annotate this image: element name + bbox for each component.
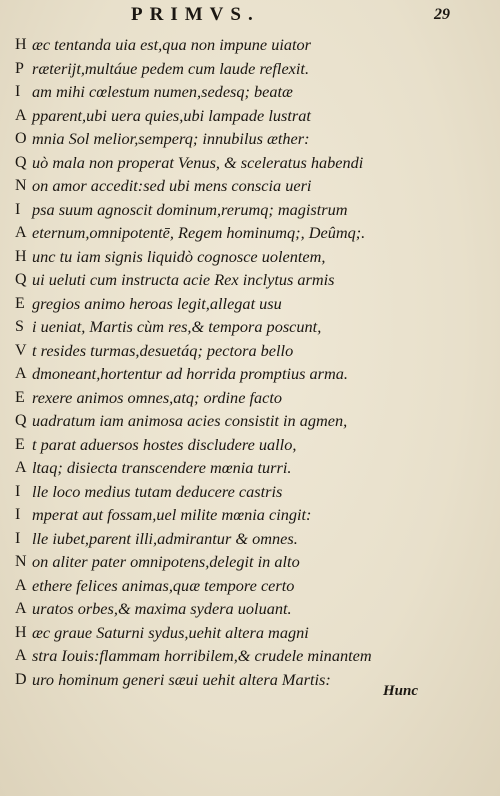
verse-line — [0, 409, 500, 433]
verse-line — [0, 292, 500, 316]
verse-initial: N — [15, 177, 27, 194]
verse-text: ræterijt,multáue pedem cum laude reflexit. — [32, 58, 310, 78]
verse-text: gregios animo heroas legit,allegat usu — [32, 293, 282, 313]
verse-text: unc tu iam signis liquidò cognosce uolentem, — [32, 246, 326, 266]
verse-text: ltaq; disiecta transcendere mœnia turri. — [32, 458, 292, 477]
verse-initial: A — [15, 647, 27, 664]
verse-text: on amor accedit:sed ubi mens conscia ueri — [32, 176, 312, 195]
page-number: 29 — [434, 6, 450, 23]
catchword: Hunc — [383, 683, 419, 699]
verse-text: t resides turmas,desuetáq; pectora bello — [32, 340, 294, 360]
verse-line — [0, 33, 500, 57]
verse-initial: A — [15, 106, 27, 124]
verse-line — [0, 527, 500, 551]
verse-text: stra Iouis:flammam horribilem,& crudele minantem — [32, 646, 372, 665]
verse-initial: H — [15, 36, 27, 53]
verse-line — [0, 315, 500, 339]
verse-text: on aliter pater omnipotens,delegit in alto — [32, 552, 300, 571]
verse-text: i ueniat, Martis cùm res,& tempora poscunt, — [32, 317, 322, 336]
verse-initial: I — [15, 83, 21, 100]
verse-text: eternum,omnipotentē, Regem hominumq;, Deûmq;. — [32, 223, 366, 242]
verse-line — [0, 127, 500, 151]
verse-initial: E — [15, 388, 25, 406]
verse-text: am mihi cœlestum numen,sedesq; beatæ — [32, 82, 293, 101]
verse-initial: A — [15, 224, 27, 241]
verse-initial: N — [15, 553, 27, 570]
verse-line — [0, 550, 500, 574]
verse-text: uò mala non properat Venus, & sceleratus habendi — [32, 152, 364, 172]
verse-initial: A — [15, 576, 27, 594]
verse-initial: Q — [15, 153, 27, 171]
verse-line — [0, 456, 500, 480]
verse-line — [0, 644, 500, 668]
verse-text: dmoneant,hortentur ad horrida promptius arma. — [32, 364, 348, 383]
verse-line — [0, 339, 500, 363]
verse-line — [0, 362, 500, 386]
verse-line — [0, 198, 500, 222]
verse-initial: S — [15, 318, 24, 335]
verse-initial: E — [15, 435, 25, 453]
verse-line — [0, 597, 500, 621]
verse-text: psa suum agnoscit dominum,rerumq; magistrum — [32, 199, 348, 219]
verse-line — [0, 104, 500, 128]
verse-initial: A — [15, 365, 27, 382]
verse-initial: A — [15, 459, 27, 476]
verse-line — [0, 574, 500, 598]
verse-text: uadratum iam animosa acies consistit in agmen, — [32, 411, 348, 430]
verse-line — [0, 386, 500, 410]
verse-initial: Q — [15, 412, 27, 429]
verse-text: uratos orbes,& maxima sydera uoluant. — [32, 599, 292, 618]
verse-line — [0, 268, 500, 292]
verse-text: uro hominum generi sæui uehit altera Martis: — [32, 669, 331, 689]
verse-line — [0, 57, 500, 81]
verse-line — [0, 151, 500, 175]
verse-line — [0, 221, 500, 245]
verse-initial: D — [15, 670, 27, 688]
verse-text: æc graue Saturni sydus,uehit altera magni — [32, 622, 309, 642]
running-head: PRIMVS. — [131, 4, 260, 25]
verse-text: lle loco medius tutam deducere castris — [32, 481, 283, 501]
verse-line — [0, 480, 500, 504]
verse-text: mperat aut fossam,uel milite mœnia cingit: — [32, 505, 312, 524]
verse-text: ui ueluti cum instructa acie Rex inclytus armis — [32, 270, 335, 289]
verse-initial: E — [15, 294, 25, 312]
verse-line — [0, 621, 500, 645]
verse-text: pparent,ubi uera quies,ubi lampade lustrat — [32, 105, 311, 125]
verse-initial: Q — [15, 271, 27, 288]
page-header — [0, 4, 500, 28]
verse-initial: H — [15, 247, 27, 265]
verse-line — [0, 80, 500, 104]
verse-initial: A — [15, 600, 27, 617]
verse-text: ethere felices animas,quæ tempore certo — [32, 575, 295, 595]
verse-initial: H — [15, 623, 27, 641]
verse-line — [0, 433, 500, 457]
verse-initial: O — [15, 130, 27, 147]
verse-initial: P — [15, 59, 24, 77]
verse-text: rexere animos omnes,atq; ordine facto — [32, 387, 283, 407]
verse-text: lle iubet,parent illi,admirantur & omnes. — [32, 528, 298, 548]
verse-line — [0, 503, 500, 527]
verse-initial: I — [15, 482, 21, 500]
verse-text: æc tentanda uia est,qua non impune uiator — [32, 35, 312, 54]
verse-block — [0, 33, 500, 691]
verse-initial: I — [15, 506, 21, 523]
verse-line — [0, 245, 500, 269]
verse-line — [0, 174, 500, 198]
verse-initial: V — [15, 341, 27, 359]
verse-initial: I — [15, 200, 21, 218]
verse-text: mnia Sol melior,semperq; innubilus æther: — [32, 129, 310, 148]
verse-initial: I — [15, 529, 21, 547]
verse-line — [0, 668, 500, 692]
verse-text: t parat aduersos hostes discludere uallo, — [32, 434, 297, 454]
